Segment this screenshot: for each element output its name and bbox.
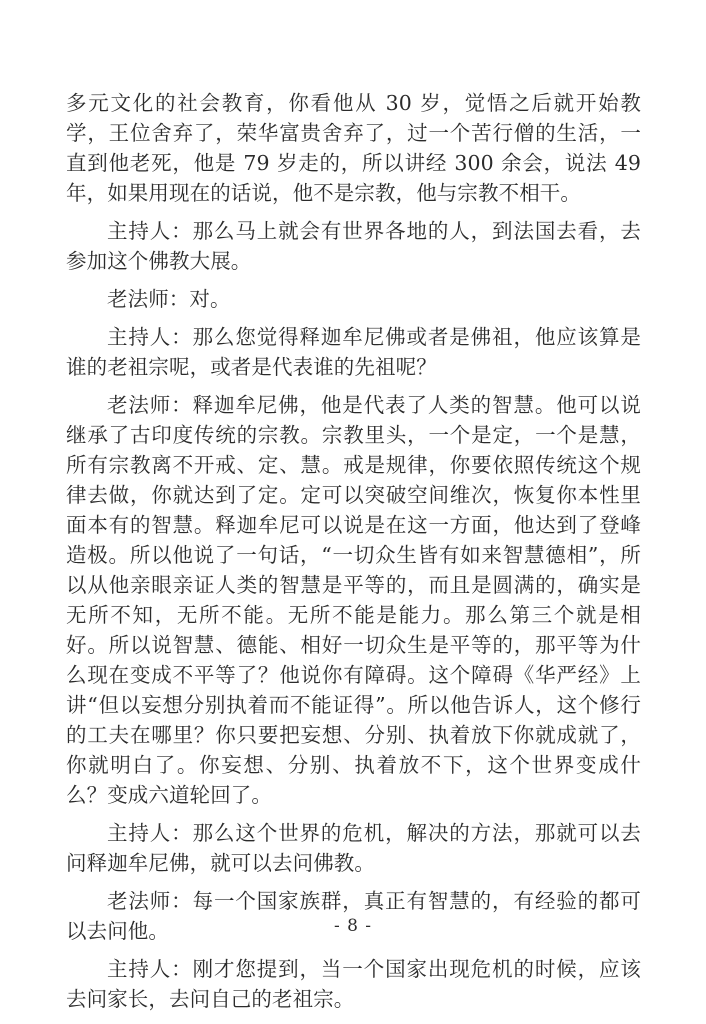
paragraph: 主持人：刚才您提到，当一个国家出现危机的时候，应该去问家长，去问自己的老祖宗。 — [66, 957, 641, 1011]
paragraph: 主持人：那么马上就会有世界各地的人，到法国去看，去参加这个佛教大展。 — [66, 219, 641, 273]
paragraph: 主持人：那么这个世界的危机，解决的方法，那就可以去问释迦牟尼佛，就可以去问佛教。 — [66, 821, 641, 875]
paragraph: 老法师：对。 — [107, 287, 231, 311]
paragraph: 主持人：那么您觉得释迦牟尼佛或者是佛祖，他应该算是谁的老祖宗呢，或者是代表谁的先祖呢？ — [66, 325, 641, 379]
page-number: - 8 - — [333, 916, 373, 936]
paragraph: 老法师：每一个国家族群，真正有智慧的，有经验的都可以去问他。 — [66, 889, 641, 943]
paragraph: 多元文化的社会教育，你看他从 30 岁，觉悟之后就开始教学，王位舍弃了，荣华富贵舍弃了，过一个苦行僧的生活，一直到他老死，他是 79 岁走的，所以讲经 300 余会，说法 49 年，如果用现在的话说，他不是宗教，他与宗教不相干。 — [66, 91, 641, 205]
page-body-text — [66, 88, 641, 1022]
paragraph: 老法师：释迦牟尼佛，他是代表了人类的智慧。他可以说继承了古印度传统的宗教。宗教里头，一个是定，一个是慧，所有宗教离不开戒、定、慧。戒是规律，你要依照传统这个规律去做，你就达到了定。定可以突破空间维次，恢复你本性里面本有的智慧。释迦牟尼可以说是在这一方面，他达到了登峰造极。所以他说了一句话，“一切众生皆有如来智慧德相”，所以从他亲眼亲证人类的智慧是平等的，而且是圆满的，确实是无所不知，无所不能。无所不能是能力。那么第三个就是相好。所以说智慧、德能、相好一切众生是平等的，那平等为什么现在变成不平等了？他说你有障碍。这个障碍《华严经》上讲“但以妄想分别执着而不能证得”。所以他告诉人，这个修行的工夫在哪里？你只要把妄想、分别、执着放下你就成就了，你就明白了。你妄想、分别、执着放不下，这个世界变成什么？变成六道轮回了。 — [66, 393, 641, 807]
